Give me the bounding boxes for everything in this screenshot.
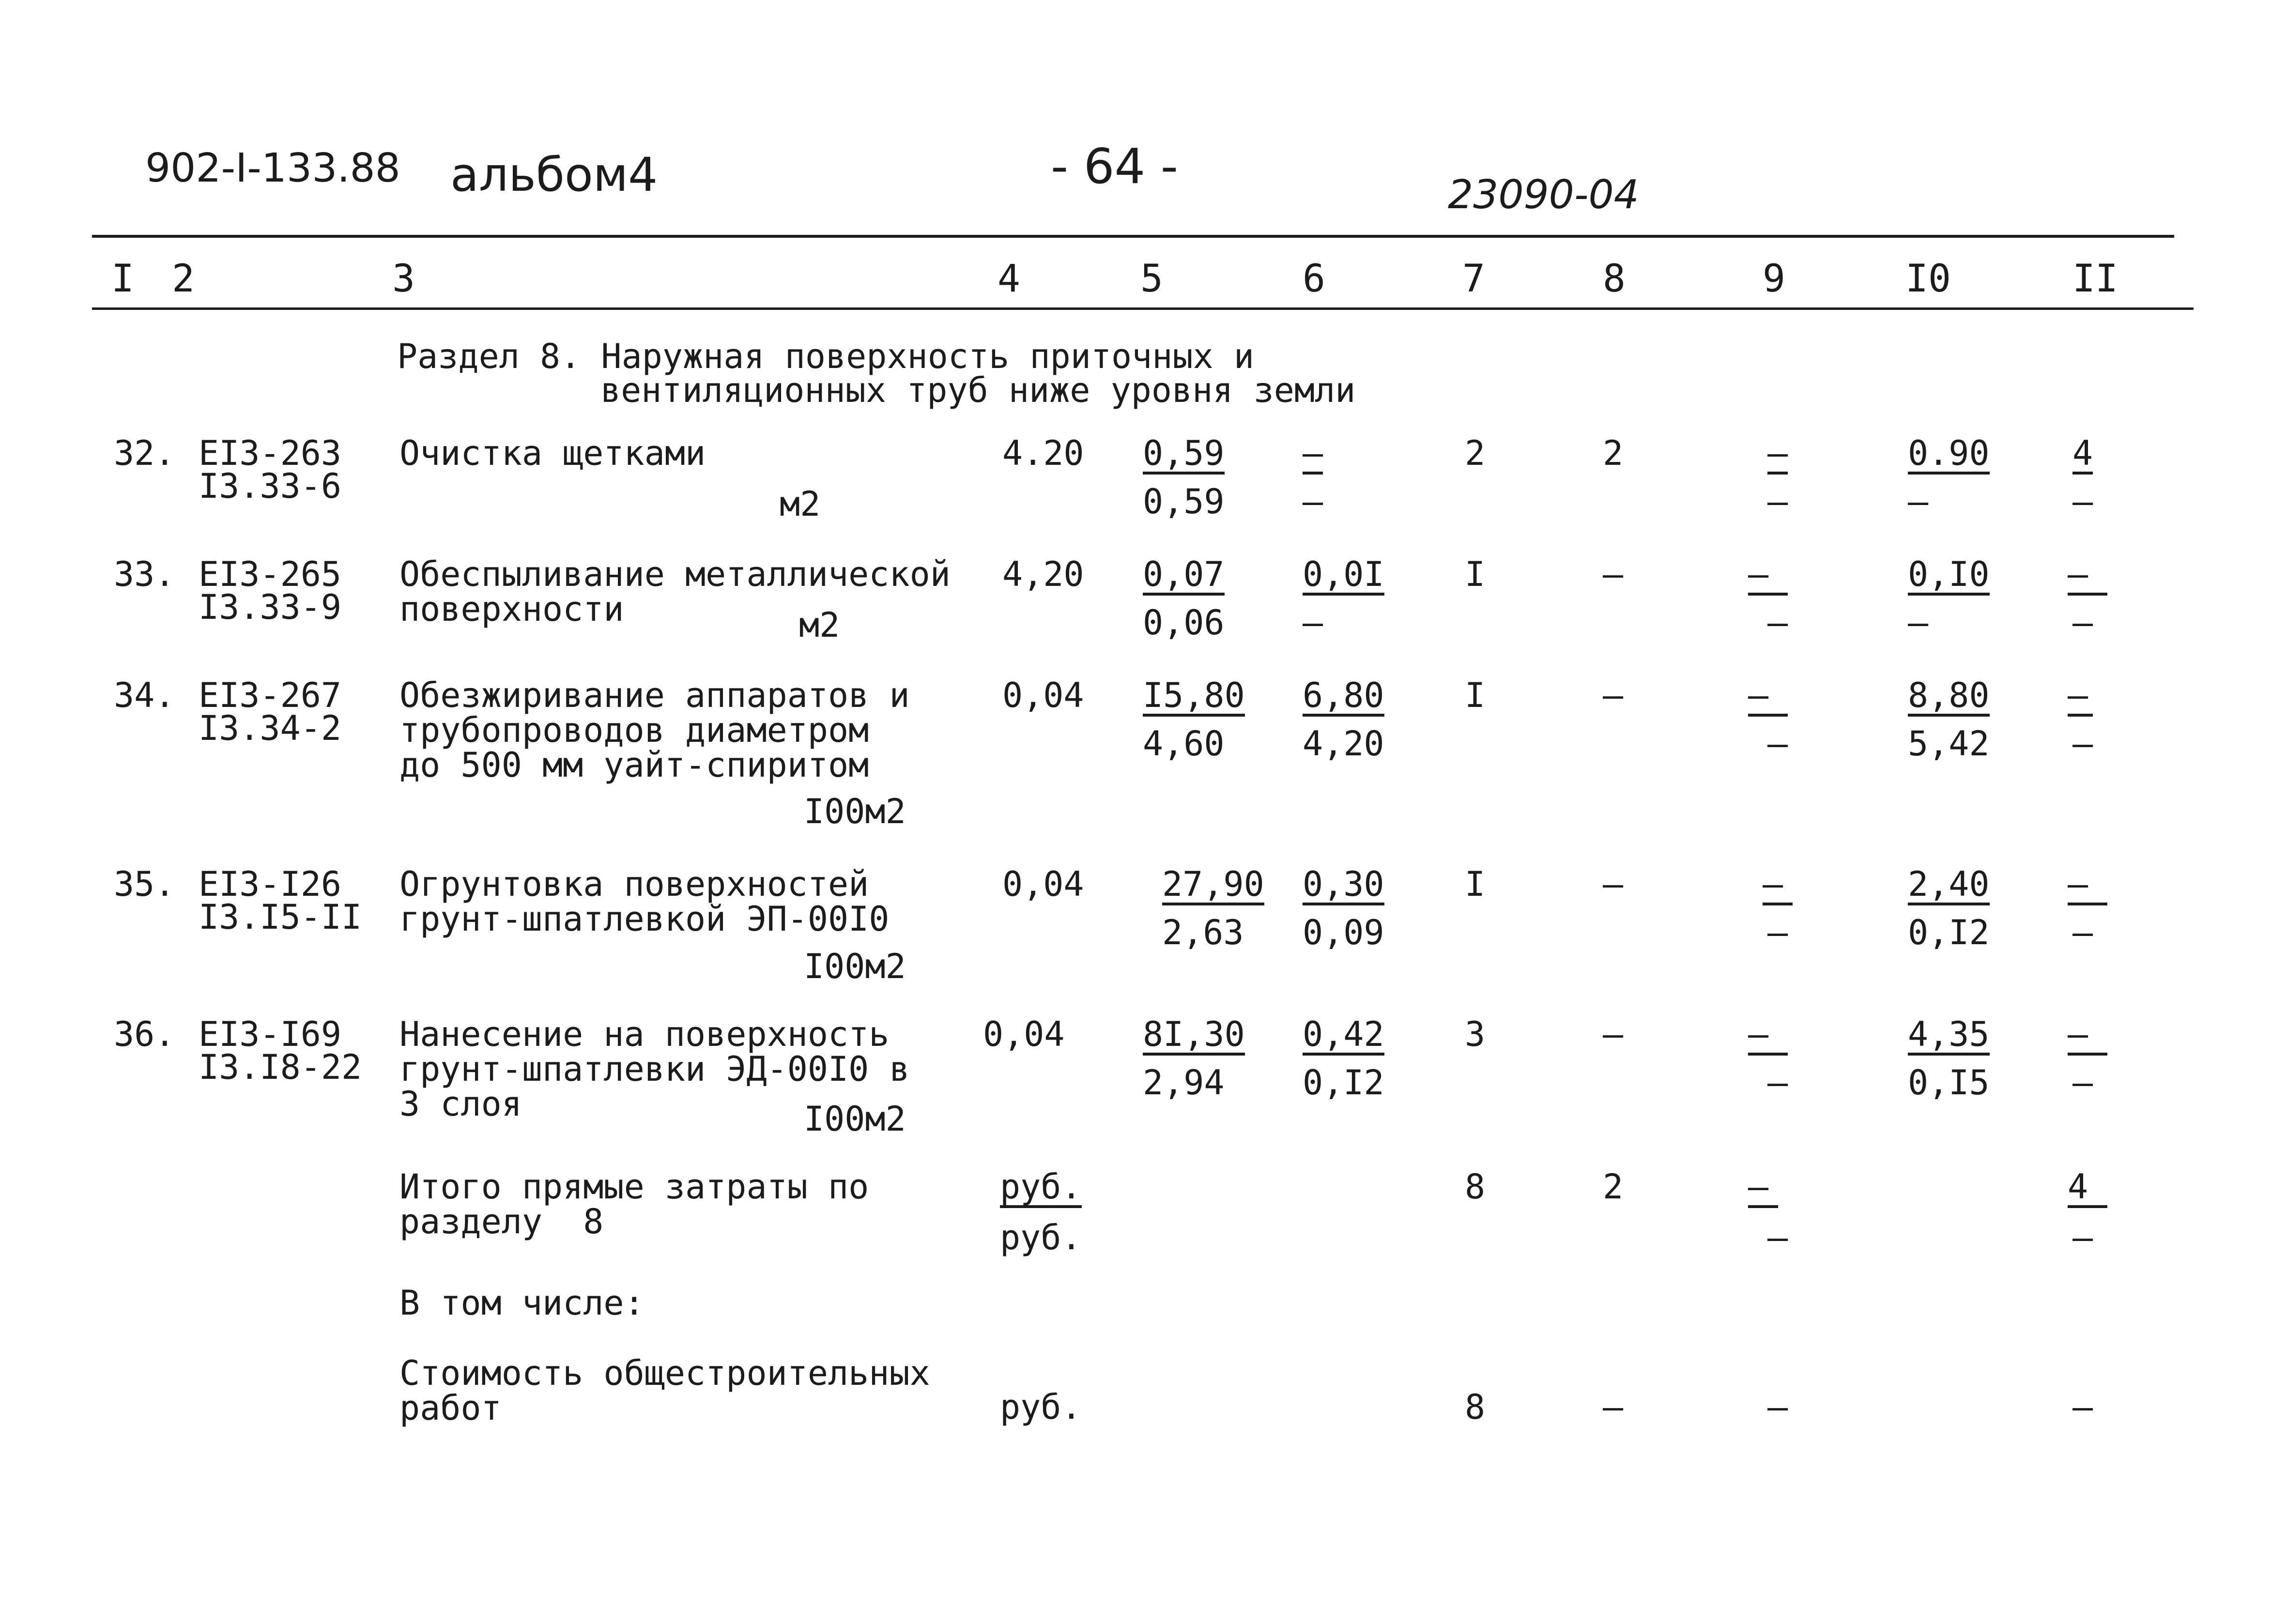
price-code: I3.I8-22 <box>199 1047 362 1087</box>
col-header-1: I <box>111 257 134 301</box>
machines-cost: 6,80 <box>1303 678 1384 717</box>
labour-unit: 0.90 <box>1908 436 1990 475</box>
labour-unit-machines: 0,I5 <box>1908 1063 1990 1103</box>
album-label: альбом4 <box>450 148 658 202</box>
unit-cost-total: 27,90 <box>1162 867 1264 905</box>
totals-labour: 4 <box>2068 1169 2107 1208</box>
total-machines-wages: – <box>1767 1063 1788 1103</box>
unit-cost-wages: 2,94 <box>1143 1063 1225 1103</box>
work-description: Очистка щетками <box>399 433 706 473</box>
totals-cost: 8 <box>1465 1167 1486 1207</box>
labour-total: – <box>2068 867 2107 905</box>
general-works-wages: – <box>1603 1387 1624 1427</box>
unit-cost-total: 8I,30 <box>1143 1017 1245 1056</box>
including-label: В том числе: <box>399 1283 645 1323</box>
col-header-5: 5 <box>1140 257 1163 301</box>
header-bottom-rule <box>92 307 2194 310</box>
total-machines: – <box>1763 867 1793 905</box>
total-wages: – <box>1603 864 1624 904</box>
labour-total-machines: – <box>2072 482 2093 521</box>
col-header-9: 9 <box>1763 257 1785 301</box>
total-wages: – <box>1603 675 1624 715</box>
unit-cost-wages: 0,59 <box>1143 482 1225 521</box>
labour-total: – <box>2068 678 2093 717</box>
total-machines-wages: – <box>1767 913 1788 952</box>
price-code: I3.33-9 <box>199 587 342 627</box>
total-machines-wages: – <box>1767 482 1788 521</box>
totals-unit-top: руб. <box>1000 1169 1082 1208</box>
norm-code: EI3-I26 <box>199 864 342 904</box>
general-works-machines: – <box>1767 1387 1788 1427</box>
price-code: I3.33-6 <box>199 466 342 506</box>
norm-code: EI3-265 <box>199 554 342 594</box>
totals-machines: – <box>1748 1169 1778 1208</box>
col-header-10: I0 <box>1905 257 1951 301</box>
labour-total-machines: – <box>2072 913 2093 952</box>
general-works-labour: – <box>2072 1387 2093 1427</box>
labour-unit: 2,40 <box>1908 867 1990 905</box>
unit-cost-total: I5,80 <box>1143 678 1245 717</box>
general-works-cost: 8 <box>1465 1387 1486 1427</box>
work-description: Обеспыливание металлической поверхности <box>399 554 951 629</box>
unit-cost-wages: 0,06 <box>1143 603 1225 643</box>
total-machines: – <box>1748 557 1788 596</box>
total-machines-wages: – <box>1767 724 1788 764</box>
work-description: Нанесение на поверхность грунт-шпатлевки ЭД-00I0 в 3 слоя <box>399 1014 910 1124</box>
norm-code: EI3-267 <box>199 675 342 715</box>
total-cost: I <box>1465 675 1486 715</box>
col-header-3: 3 <box>392 257 415 301</box>
project-number: 23090-04 <box>1448 172 1639 218</box>
norm-code: EI3-263 <box>199 433 342 473</box>
totals-unit-bottom: руб. <box>1000 1218 1082 1257</box>
top-rule <box>92 235 2174 238</box>
total-machines: – <box>1748 678 1788 717</box>
total-machines: – <box>1767 436 1788 475</box>
page-number: - 64 - <box>1051 138 1178 195</box>
labour-unit-machines: 0,I2 <box>1908 913 1990 952</box>
quantity: 0,04 <box>1002 864 1084 904</box>
col-header-8: 8 <box>1603 257 1626 301</box>
totals-label: Итого прямые затраты по разделу 8 <box>399 1167 869 1241</box>
labour-unit-machines: 5,42 <box>1908 724 1990 764</box>
unit: I00м2 <box>804 1099 906 1139</box>
unit: I00м2 <box>804 947 906 986</box>
labour-unit: 0,I0 <box>1908 557 1990 596</box>
total-machines: – <box>1748 1017 1788 1056</box>
total-machines-wages: – <box>1767 603 1788 643</box>
machines-cost: 0,0I <box>1303 557 1384 596</box>
labour-unit-machines: – <box>1908 603 1929 643</box>
row-number: 32. <box>114 433 175 473</box>
unit: I00м2 <box>804 792 906 831</box>
section-title-line-1: Раздел 8. Наружная поверхность приточных и <box>397 337 1255 376</box>
labour-total-machines: – <box>2072 724 2093 764</box>
labour-total-machines: – <box>2072 1063 2093 1103</box>
quantity: 4,20 <box>1002 554 1084 594</box>
col-header-11: II <box>2072 257 2118 301</box>
total-wages: 2 <box>1603 433 1624 473</box>
machines-wages: – <box>1303 603 1323 643</box>
total-cost: 3 <box>1465 1014 1486 1054</box>
quantity: 0,04 <box>983 1014 1065 1054</box>
section-title-line-2: вентиляционных труб ниже уровня земли <box>600 370 1356 410</box>
labour-total: – <box>2068 1017 2107 1056</box>
total-cost: I <box>1465 554 1486 594</box>
col-header-2: 2 <box>172 257 195 301</box>
unit-cost-wages: 4,60 <box>1143 724 1225 764</box>
col-header-7: 7 <box>1462 257 1485 301</box>
labour-total-machines: – <box>2072 603 2093 643</box>
work-description: Обезжиривание аппаратов и трубопроводов диаметром до 500 мм уайт-спиритом <box>399 675 910 785</box>
price-code: I3.34-2 <box>199 708 342 748</box>
unit-cost-wages: 2,63 <box>1162 913 1244 952</box>
totals-machines-wages: – <box>1767 1218 1788 1257</box>
machines-cost: – <box>1303 436 1323 475</box>
machines-wages: 0,09 <box>1303 913 1384 952</box>
work-description: Огрунтовка поверхностей грунт-шпатлевкой ЭП-00I0 <box>399 864 890 939</box>
unit: м2 <box>799 605 840 645</box>
row-number: 36. <box>114 1014 175 1054</box>
row-number: 35. <box>114 864 175 904</box>
unit-cost-total: 0,07 <box>1143 557 1225 596</box>
total-cost: 2 <box>1465 433 1486 473</box>
document-code: 902-I-133.88 <box>145 145 400 191</box>
labour-unit-machines: – <box>1908 482 1929 521</box>
row-number: 33. <box>114 554 175 594</box>
labour-total: – <box>2068 557 2107 596</box>
labour-unit: 4,35 <box>1908 1017 1990 1056</box>
price-code: I3.I5-II <box>199 897 362 937</box>
col-header-4: 4 <box>998 257 1020 301</box>
totals-labour-machines: – <box>2072 1218 2093 1257</box>
general-works-unit: руб. <box>1000 1387 1082 1427</box>
quantity: 0,04 <box>1002 675 1084 715</box>
unit-cost-total: 0,59 <box>1143 436 1225 475</box>
totals-wages: 2 <box>1603 1167 1624 1207</box>
total-cost: I <box>1465 864 1486 904</box>
machines-wages: – <box>1303 482 1323 521</box>
machines-wages: 4,20 <box>1303 724 1384 764</box>
total-wages: – <box>1603 554 1624 594</box>
row-number: 34. <box>114 675 175 715</box>
machines-wages: 0,I2 <box>1303 1063 1384 1103</box>
general-works-label: Стоимость общестроительных работ <box>399 1353 930 1428</box>
total-wages: – <box>1603 1014 1624 1054</box>
machines-cost: 0,30 <box>1303 867 1384 905</box>
norm-code: EI3-I69 <box>199 1014 342 1054</box>
machines-cost: 0,42 <box>1303 1017 1384 1056</box>
labour-total: 4 <box>2072 436 2093 475</box>
quantity: 4.20 <box>1002 433 1084 473</box>
col-header-6: 6 <box>1303 257 1325 301</box>
unit: м2 <box>780 484 821 524</box>
labour-unit: 8,80 <box>1908 678 1990 717</box>
